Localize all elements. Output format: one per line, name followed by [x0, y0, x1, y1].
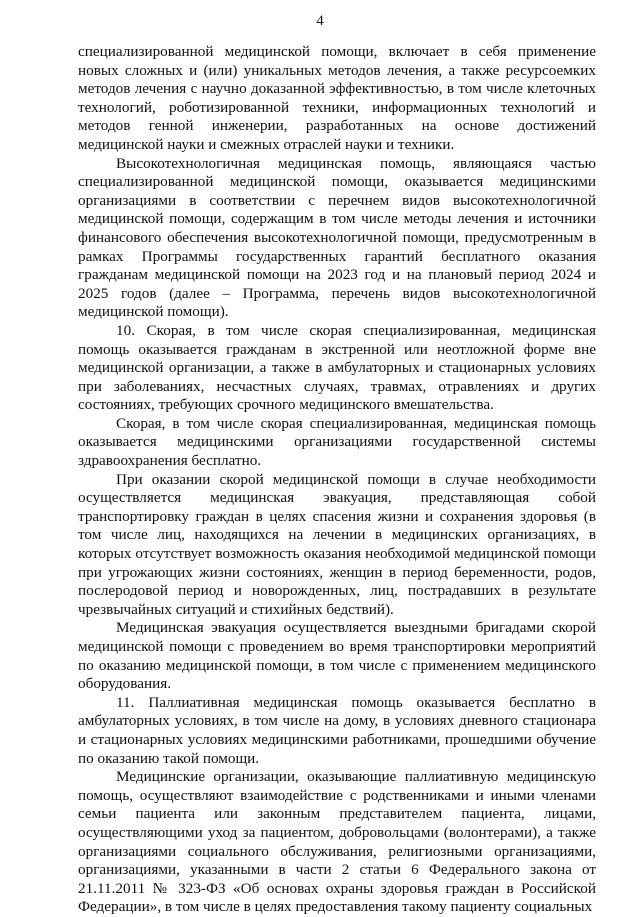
paragraph-hightech-methods: специализированной медицинской помощи, включает в себя применение новых сложных и (или) уникальных методов лечения, а также ресурсоемких методов лечения с научно доказанной эффективностью, в том числе клеточных технологий, роботизированной техники, информационных технологий и методов генной инженерии, разработанных на основе достижений медицинской науки и смежных отраслей науки и техники. [78, 43, 596, 153]
document-body [78, 43, 596, 917]
paragraph-evacuation-teams: Медицинская эвакуация осуществляется выездными бригадами скорой медицинской помощи с проведением во время транспортировки мероприятий по оказанию медицинской помощи, в том числе с применением медицинского оборудования. [78, 619, 596, 693]
paragraph-emergency-free: Скорая, в том числе скорая специализированная, медицинская помощь оказывается медицинскими организациями государственной системы здравоохранения бесплатно. [78, 414, 596, 470]
page-number: 4 [316, 13, 324, 29]
paragraph-palliative-care: 11. Паллиативная медицинская помощь оказывается бесплатно в амбулаторных условиях, в том числе на дому, в условиях дневного стационара и стационарных условиях медицинскими работниками, прошедшими обучение по оказанию такой помощи. [78, 693, 596, 767]
paragraph-hightech-care: Высокотехнологичная медицинская помощь, являющаяся частью специализированной медицинской помощи, оказывается медицинскими организациями в соответствии с перечнем видов высокотехнологичной медицинской помощи, содержащим в том числе методы лечения и источники финансового обеспечения высокотехнологичной помощи, предусмотренным в рамках Программы государственных гарантий бесплатного оказания гражданам медицинской помощи на 2023 год и на плановый период 2024 и 2025 годов (далее – Программа, перечень видов высокотехнологичной медицинской помощи). [78, 154, 596, 321]
paragraph-palliative-organizations: Медицинские организации, оказывающие паллиативную медицинскую помощь, осуществляют взаимодействие с родственниками и иными членами семьи пациента или законным представителем пациента, лицами, осуществляющими уход за пациентом, добровольцами (волонтерами), а также организациями социального обслуживания, религиозными организациями, организациями, указанными в части 2 статьи 6 Федерального закона от 21.11.2011 № 323-ФЗ «Об основах охраны здоровья граждан в Российской Федерации», в том числе в целях предоставления такому пациенту социальных [78, 768, 596, 916]
paragraph-medical-evacuation: При оказании скорой медицинской помощи в случае необходимости осуществляется медицинская эвакуация, представляющая собой транспортировку граждан в целях спасения жизни и сохранения здоровья (в том числе лиц, находящихся на лечении в медицинских организациях, в которых отсутствует возможность оказания необходимой медицинской помощи при угрожающих жизни состояниях, женщин в период беременности, родов, послеродовой период и новорожденных, лиц, пострадавших в результате чрезвычайных ситуаций и стихийных бедствий). [78, 470, 596, 618]
paragraph-emergency-care: 10. Скорая, в том числе скорая специализированная, медицинская помощь оказывается гражданам в экстренной или неотложной форме вне медицинской организации, а также в амбулаторных и стационарных условиях при заболеваниях, несчастных случаях, травмах, отравлениях и других состояниях, требующих срочного медицинского вмешательства. [78, 321, 596, 414]
